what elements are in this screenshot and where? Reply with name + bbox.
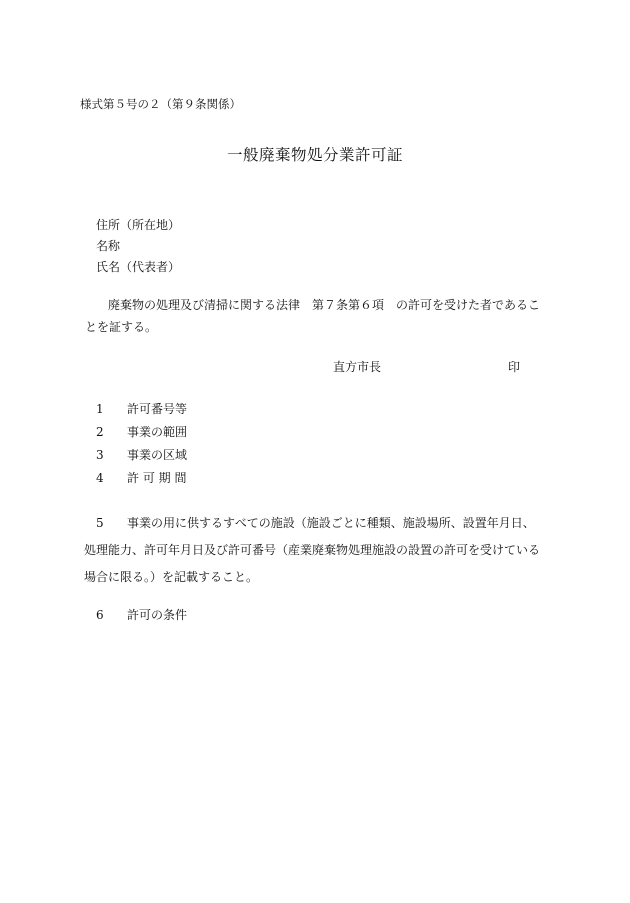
item-label: 事業の範囲 <box>127 425 188 439</box>
item-number: 6 <box>96 608 104 622</box>
item-number: 1 <box>96 402 104 416</box>
certification-line-1: 廃棄物の処理及び清掃に関する法律 第７条第６項 の許可を受けた者であるこ <box>108 298 541 312</box>
certification-line-2: とを証する。 <box>85 320 158 334</box>
item-number: 4 <box>96 471 104 485</box>
item-number: 3 <box>96 448 104 462</box>
list-item <box>96 606 187 623</box>
item-label: 許 可 期 間 <box>127 471 187 485</box>
certification-text <box>85 294 541 338</box>
item-label: 事業の区域 <box>127 448 188 462</box>
list-item <box>96 446 187 463</box>
list-item <box>96 469 186 486</box>
address-field-label: 住所（所在地） <box>96 218 181 232</box>
form-number: 様式第５号の２（第９条関係） <box>80 97 241 111</box>
seal-mark: 印 <box>508 360 521 374</box>
item-number: 5 <box>96 516 104 530</box>
item-label: 許可番号等 <box>127 402 188 416</box>
item-5-facilities <box>84 510 544 591</box>
representative-field-label: 氏名（代表者） <box>96 260 181 274</box>
list-item <box>96 400 187 417</box>
document-title: 一般廃棄物処分業許可証 <box>226 146 403 164</box>
issuer-mayor: 直方市長 <box>333 360 382 374</box>
item-5-text: 事業の用に供するすべての施設（施設ごとに種類、施設場所、設置年月日、処理能力、許可年月日及び許可番号（産業廃棄物処理施設の設置の許可を受けている場合に限る。）を記載すること。 <box>84 516 541 584</box>
list-item <box>96 423 187 440</box>
item-number: 2 <box>96 425 104 439</box>
name-field-label: 名称 <box>96 239 121 253</box>
item-label: 許可の条件 <box>127 608 188 622</box>
